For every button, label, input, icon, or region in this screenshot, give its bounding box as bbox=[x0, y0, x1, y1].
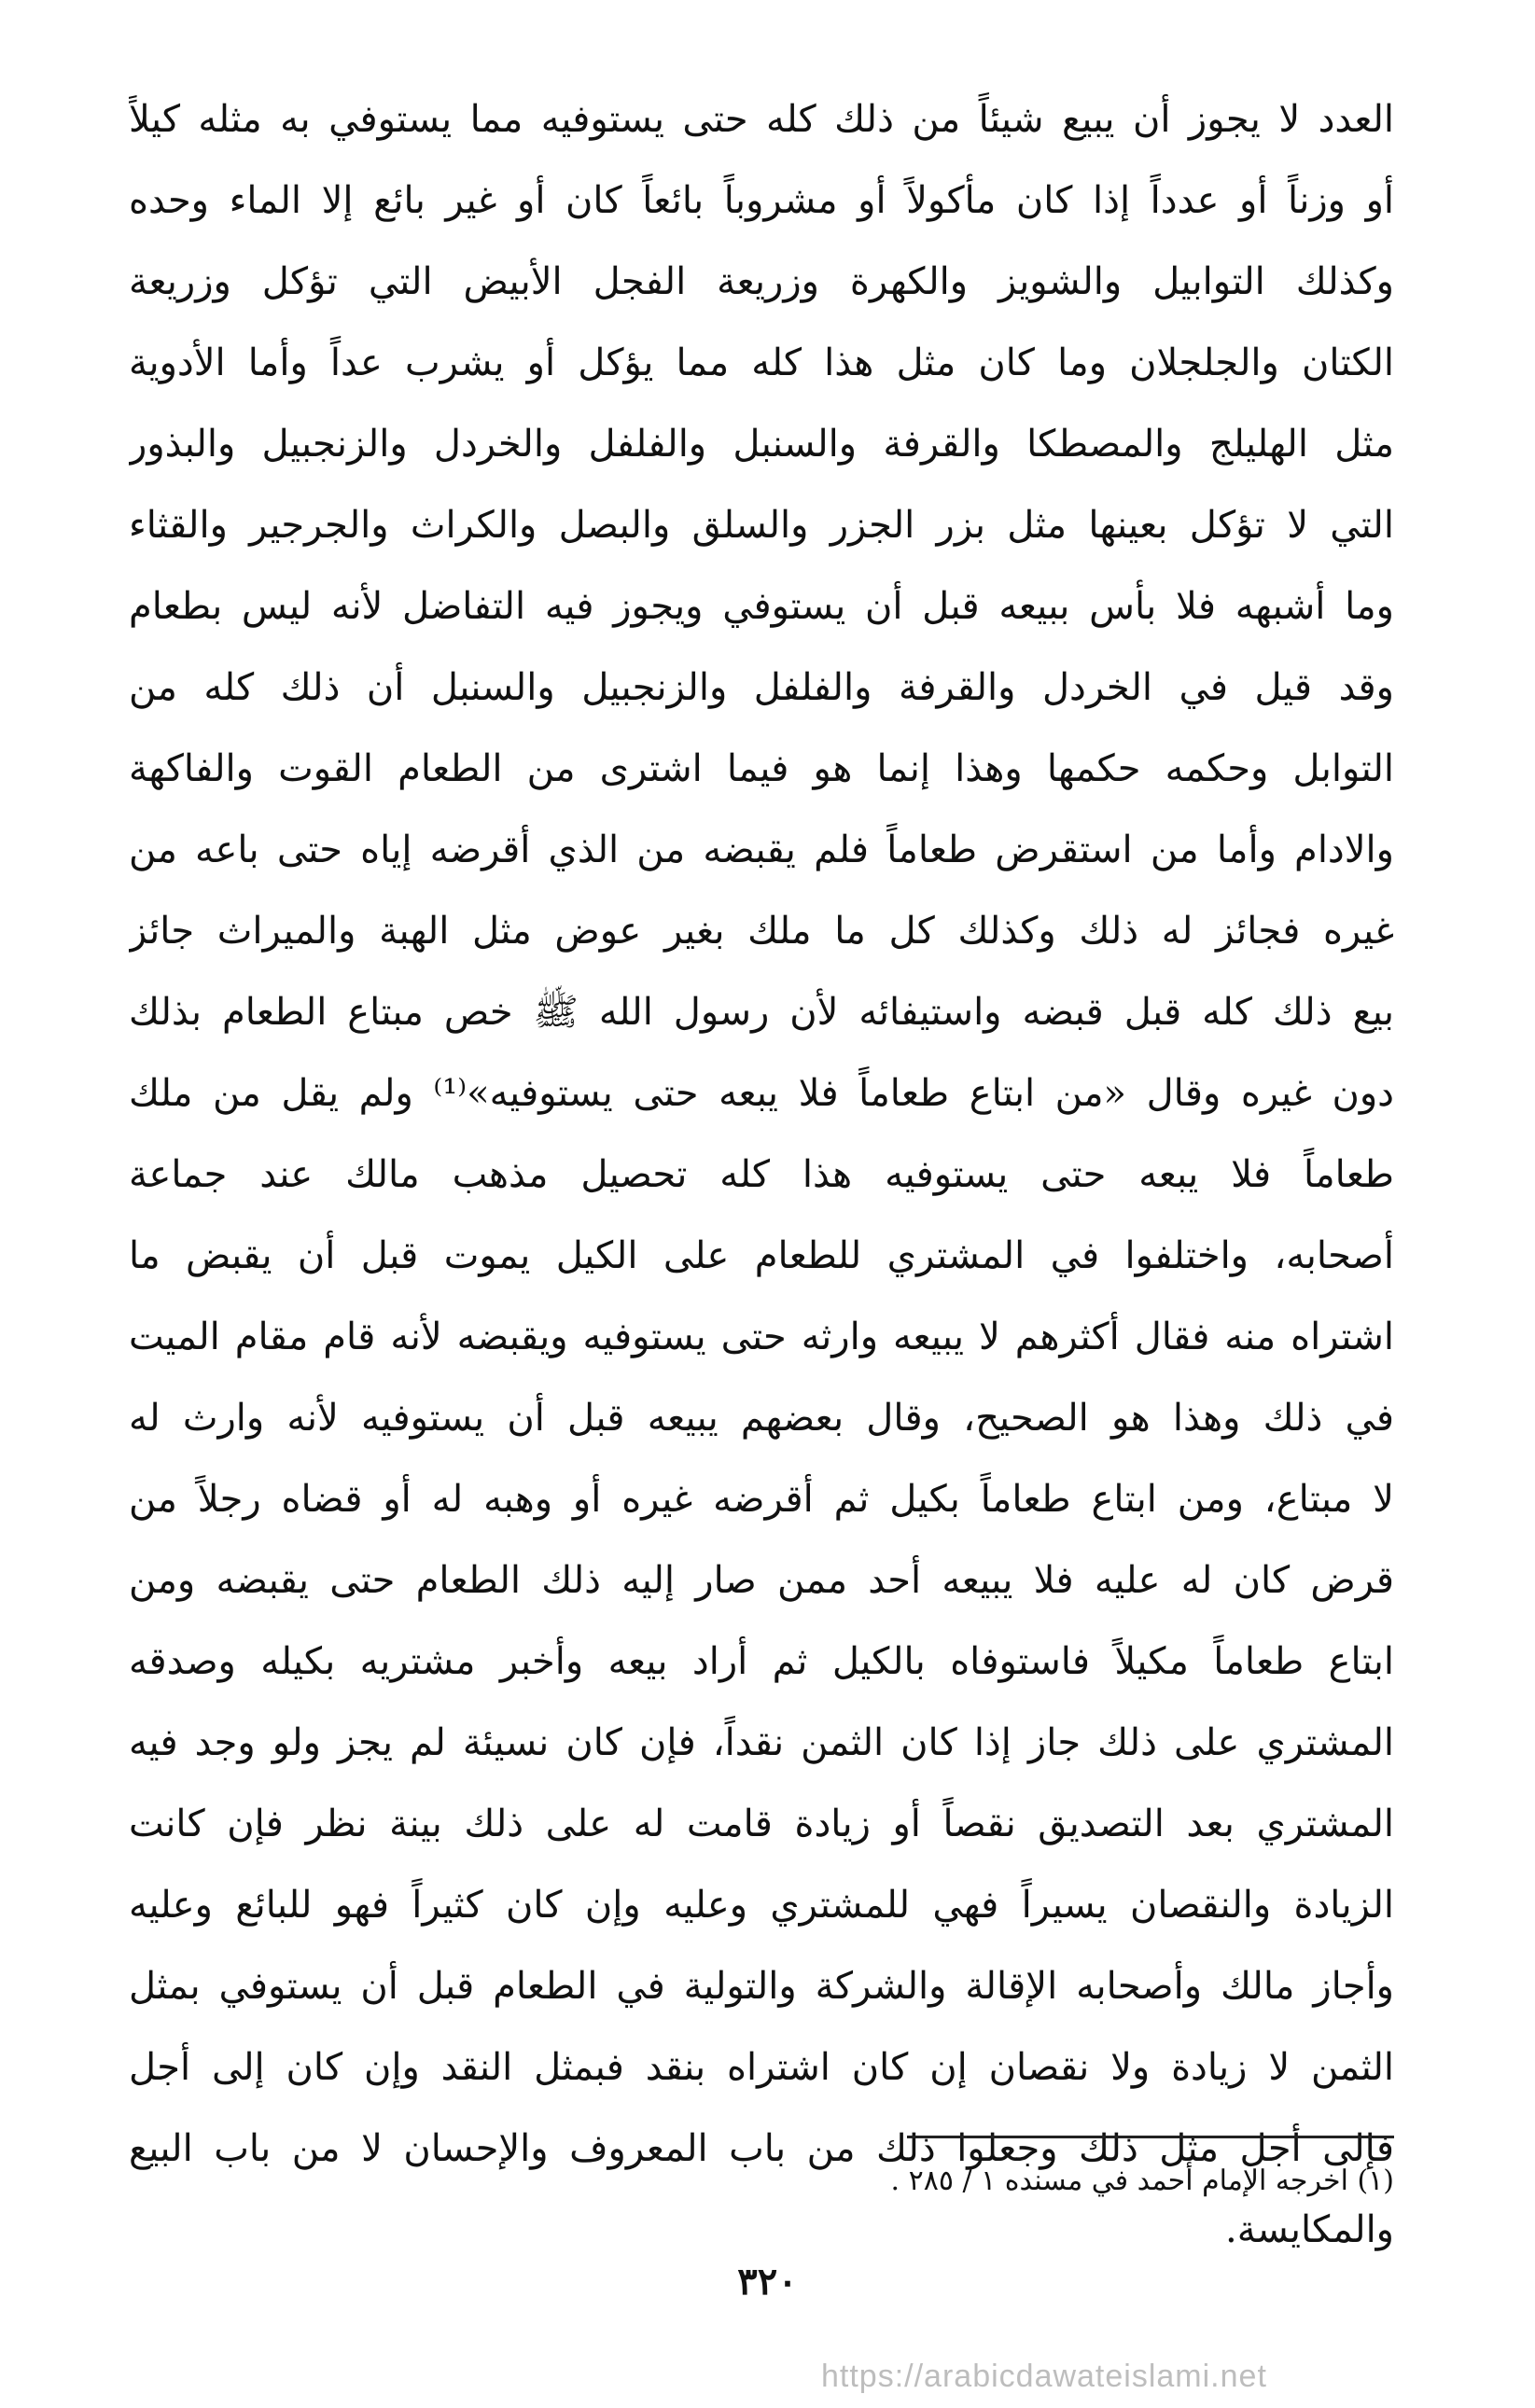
text-line: أصحابه، واختلفوا في المشتري للطعام على الكيل يموت قبل أن يقبض ما bbox=[129, 1234, 1394, 1277]
text-line: مثل الهليلج والمصطكا والقرفة والسنبل والفلفل والخردل والزنجبيل والبذور bbox=[129, 423, 1394, 466]
text-line: التي لا تؤكل بعينها مثل بزر الجزر والسلق والبصل والكراث والجرجير والقثاء bbox=[129, 504, 1394, 547]
text-line: المشتري بعد التصديق نقصاً أو زيادة قامت له على ذلك بينة نظر فإن كانت bbox=[129, 1803, 1394, 1845]
page-number: ٣٢٠ bbox=[737, 2260, 798, 2304]
text-line: وما أشبهه فلا بأس ببيعه قبل أن يستوفي ويجوز فيه التفاضل لأنه ليس بطعام bbox=[129, 585, 1394, 628]
text-line: اشتراه منه فقال أكثرهم لا يبيعه وارثه حتى يستوفيه ويقبضه لأنه قام مقام الميت bbox=[129, 1315, 1394, 1358]
footnote: (١) اخرجه الإمام أحمد في مسنده ١ / ٢٨٥ . bbox=[890, 2164, 1394, 2197]
text-line: غيره فجائز له ذلك وكذلك كل ما ملك بغير عوض مثل الهبة والميراث جائز bbox=[129, 910, 1394, 953]
text-line: والمكايسة. bbox=[1225, 2208, 1394, 2251]
text-line: طعاماً فلا يبعه حتى يستوفيه هذا كله تحصيل مذهب مالك عند جماعة bbox=[129, 1153, 1394, 1196]
text-line: لا مبتاع، ومن ابتاع طعاماً بكيل ثم أقرضه غيره أو وهبه له أو قضاه رجلاً من bbox=[129, 1478, 1394, 1521]
text-line: وكذلك التوابيل والشويز والكهرة وزريعة الفجل الأبيض التي تؤكل وزريعة bbox=[129, 260, 1394, 303]
watermark-url: https://arabicdawateislami.net bbox=[821, 2359, 1267, 2394]
text-line: فإلى أجل مثل ذلك وجعلوا ذلك من باب المعروف والإحسان لا من باب البيع bbox=[129, 2127, 1394, 2170]
text-line: أو وزناً أو عدداً إذا كان مأكولاً أو مشروباً بائعاً كان أو غير بائع إلا الماء وحده bbox=[129, 179, 1394, 222]
text-line: الكتان والجلجلان وما كان مثل هذا كله مما يؤكل أو يشرب عداً وأما الأدوية bbox=[129, 341, 1394, 384]
text-line: والادام وأما من استقرض طعاماً فلم يقبضه من الذي أقرضه إياه حتى باعه من bbox=[129, 828, 1394, 871]
text-line: قرض كان له عليه فلا يبيعه أحد ممن صار إليه ذلك الطعام حتى يقبضه ومن bbox=[129, 1559, 1394, 1602]
text-line: الزيادة والنقصان يسيراً فهي للمشتري وعليه وإن كان كثيراً فهو للبائع وعليه bbox=[129, 1884, 1394, 1927]
text-line: في ذلك وهذا هو الصحيح، وقال بعضهم يبيعه قبل أن يستوفيه لأنه وارث له bbox=[129, 1397, 1394, 1440]
text-line: المشتري على ذلك جاز إذا كان الثمن نقداً، فإن كان نسيئة لم يجز ولو وجد فيه bbox=[129, 1721, 1394, 1764]
main-text bbox=[129, 79, 1394, 2271]
text-line: وقد قيل في الخردل والقرفة والفلفل والزنجبيل والسنبل أن ذلك كله من bbox=[129, 666, 1394, 709]
text-line: دون غيره وقال «من ابتاع طعاماً فلا يبعه حتى يستوفيه»⁽¹⁾ ولم يقل من ملك bbox=[129, 1072, 1394, 1115]
text-line: وأجاز مالك وأصحابه الإقالة والشركة والتولية في الطعام قبل أن يستوفي بمثل bbox=[129, 1965, 1394, 2008]
text-line: العدد لا يجوز أن يبيع شيئاً من ذلك كله حتى يستوفيه مما يستوفي به مثله كيلاً bbox=[129, 98, 1394, 141]
text-line: الثمن لا زيادة ولا نقصان إن كان اشتراه بنقد فبمثل النقد وإن كان إلى أجل bbox=[129, 2046, 1394, 2089]
text-line: ابتاع طعاماً مكيلاً فاستوفاه بالكيل ثم أراد بيعه وأخبر مشتريه بكيله وصدقه bbox=[129, 1640, 1394, 1683]
footnote-divider bbox=[907, 2136, 1394, 2138]
text-line: بيع ذلك كله قبل قبضه واستيفائه لأن رسول الله ﷺ خص مبتاع الطعام بذلك bbox=[129, 991, 1394, 1034]
text-line: التوابل وحكمه حكمها وهذا إنما هو فيما اشترى من الطعام القوت والفاكهة bbox=[129, 747, 1394, 790]
